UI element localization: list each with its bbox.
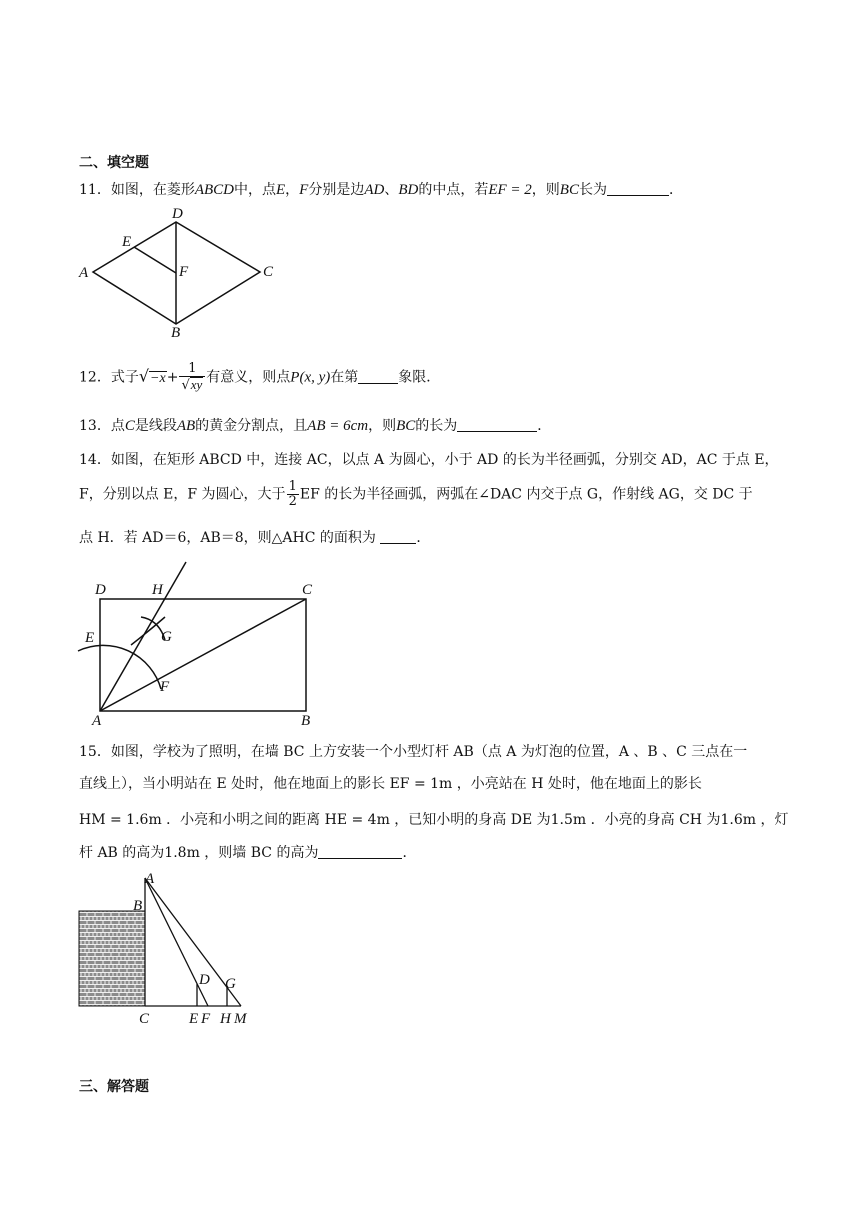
diagonal-ac (100, 599, 306, 711)
q12-frac-num: 1 (179, 362, 205, 377)
q12-text: 象限． (398, 369, 441, 386)
q11-text: 的中点，若 (418, 182, 489, 198)
question-11 (79, 180, 683, 200)
q13-number: 13． (79, 418, 111, 434)
q14-text: EF 的长为半径画弧，两弧在∠DAC 内交于点 G，作射线 AG，交 DC 于 (299, 486, 753, 503)
q11-answer-blank[interactable] (607, 181, 669, 196)
q12-text: 在第 (330, 369, 359, 386)
q14-text: F，分别以点 E，F 为圆心，大于 (79, 486, 286, 503)
q11-text: ， (285, 182, 300, 198)
q13-ab-eq: AB = 6cm (307, 418, 369, 434)
question-14-line1: 14．如图，在矩形 ABCD 中，连接 AC，以点 A 为圆心，小于 AD 的长为半径画弧，分别交 AD，AC 于点 E， (79, 452, 779, 468)
q12-text: 有意义，则点 (206, 369, 291, 386)
label-a: A (79, 265, 89, 281)
q14-answer-blank[interactable] (380, 529, 416, 544)
question-12 (79, 362, 440, 393)
label-d: D (199, 972, 210, 988)
label-f: F (201, 1011, 211, 1026)
q12-point: P(x, y) (290, 369, 331, 386)
question-14-line2 (79, 480, 753, 509)
brick-wall (79, 911, 145, 1006)
q11-number: 11． (79, 182, 111, 198)
q11-text: ． (668, 182, 683, 198)
question-13 (79, 416, 551, 436)
label-m: M (234, 1011, 247, 1026)
q14-half-fraction (287, 480, 299, 509)
label-h: H (152, 582, 163, 598)
label-e: E (122, 234, 132, 250)
label-e: E (85, 630, 95, 646)
q12-text: 式子 (110, 369, 139, 386)
label-b: B (171, 325, 181, 340)
q12-fraction (179, 362, 205, 393)
q12-frac-den: √xy (181, 377, 203, 393)
q11-text: 长为 (578, 182, 607, 198)
q11-text: 中，点 (234, 182, 276, 198)
q13-c: C (124, 418, 135, 434)
arc-ef-center-a (78, 645, 161, 689)
radical-sign: √ (138, 366, 150, 386)
label-g: G (225, 976, 236, 992)
q13-text: 的长为 (415, 418, 458, 434)
q14-frac-num: 1 (288, 479, 297, 494)
label-f: F (179, 264, 189, 280)
label-a: A (145, 871, 155, 887)
q11-ef-eq: EF = 2 (488, 182, 532, 198)
question-15-line3: HM = 1.6m ．小亮和小明之间的距离 HE = 4m ，已知小明的身高 DE 为1.5m ．小亮的身高 CH 为1.6m ，灯 (79, 812, 789, 828)
q13-bc: BC (396, 418, 416, 434)
label-c: C (139, 1011, 150, 1026)
q15-text: 杆 AB 的高为1.8m ，则墙 BC 的高为 (79, 845, 319, 861)
label-g: G (161, 629, 172, 645)
question-15-line4 (79, 843, 416, 863)
q15-lamp-figure (75, 868, 265, 1026)
section-answer-heading: 三、解答题 (79, 1079, 149, 1095)
q14-rectangle-figure (75, 560, 335, 728)
q11-bc: BC (559, 182, 579, 198)
q11-bd: BD (398, 182, 419, 198)
q11-text: ，则 (531, 182, 560, 198)
section-fill-heading: 二、填空题 (79, 155, 149, 171)
q12-plus: + (166, 369, 179, 386)
label-c: C (302, 582, 313, 598)
q11-text: 、 (384, 182, 399, 198)
question-14-line3 (79, 528, 430, 548)
label-c: C (263, 264, 274, 280)
q12-answer-blank[interactable] (358, 369, 398, 384)
q13-text: ． (537, 418, 552, 434)
q11-abcd: ABCD (194, 182, 234, 198)
q15-answer-blank[interactable] (318, 844, 402, 859)
q14-text: ． (416, 530, 431, 546)
label-b: B (133, 898, 143, 914)
q11-e: E (276, 182, 286, 198)
q14-frac-den: 2 (288, 494, 297, 509)
label-e: E (189, 1011, 199, 1026)
q13-text: 的黄金分割点，且 (195, 418, 308, 434)
q11-text: 如图，在菱形 (110, 182, 195, 198)
q13-answer-blank[interactable] (457, 417, 537, 432)
q13-text: 点 (110, 418, 125, 434)
question-15-line2: 直线上），当小明站在 E 处时，他在地面上的影长 EF = 1m ，小亮站在 H 处时，他在地面上的影长 (79, 776, 702, 792)
q15-text: ． (402, 845, 417, 861)
q13-text: 是线段 (134, 418, 177, 434)
q11-ad: AD (364, 182, 385, 198)
q12-sqrt-xy: xy (190, 377, 203, 392)
arc-from-e (131, 617, 165, 645)
segment-ef (134, 247, 176, 273)
q12-number: 12． (79, 369, 111, 386)
label-f: F (160, 679, 170, 695)
q14-text: 点 H．若 AD＝6，AB＝8，则△AHC 的面积为 (79, 530, 376, 546)
q11-text: 分别是边 (308, 182, 365, 198)
label-b: B (301, 713, 311, 728)
label-h: H (220, 1011, 231, 1026)
label-d: D (95, 582, 106, 598)
q12-sqrt-neg-x: −x (150, 370, 166, 386)
question-15-line1: 15．如图，学校为了照明，在墙 BC 上方安装一个小型灯杆 AB（点 A 为灯泡的位置，A 、B 、C 三点在一 (79, 744, 748, 760)
q13-text: ，则 (368, 418, 397, 434)
ray-ag (100, 562, 186, 711)
q13-ab: AB (176, 418, 196, 434)
label-a: A (92, 713, 102, 728)
q11-rhombus-figure (75, 200, 285, 340)
label-d: D (172, 206, 183, 222)
q11-f: F (299, 182, 309, 198)
